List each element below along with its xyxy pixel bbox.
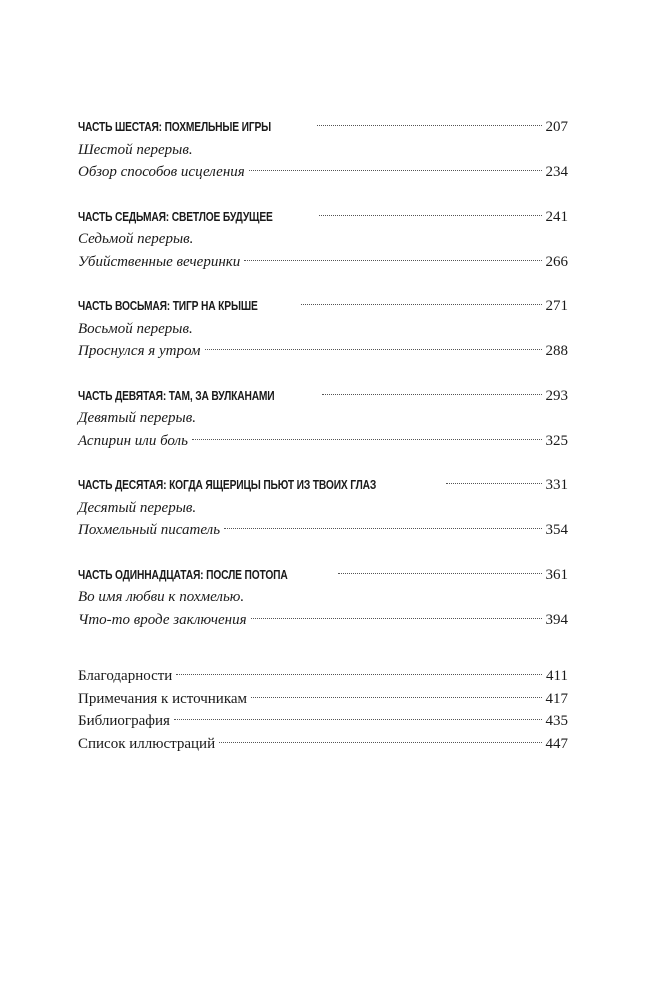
chapter-title: Обзор способов исцеления [78,164,245,180]
dot-leader [174,719,542,720]
interlude-title: Восьмой перерыв. [78,320,193,337]
page-number: 234 [545,164,568,180]
toc-part-heading[interactable] [78,385,568,408]
toc-part-6 [78,116,568,184]
toc-back-entry[interactable] [78,665,568,688]
dot-leader [192,439,542,440]
dot-leader [338,573,542,574]
toc-part-heading[interactable] [78,295,568,318]
chapter-title: Проснулся я утром [78,343,201,359]
part-title: ЧАСТЬ ДЕВЯТАЯ: ТАМ, ЗА ВУЛКАНАМИ [78,388,275,403]
page-number: 361 [545,566,568,583]
part-title: ЧАСТЬ ОДИННАДЦАТАЯ: ПОСЛЕ ПОТОПА [78,567,288,582]
dot-leader [249,170,542,171]
page-number: 288 [545,343,568,359]
page-number: 266 [545,253,568,270]
dot-leader [176,674,542,675]
toc-part-heading[interactable] [78,474,568,497]
toc-part-9 [78,385,568,453]
interlude-title: Шестой перерыв. [78,141,193,158]
dot-leader [322,394,542,395]
back-title: Примечания к источникам [78,690,248,707]
interlude-title: Девятый перерыв. [78,410,196,426]
table-of-contents [78,116,568,755]
dot-leader [319,215,541,216]
part-title: ЧАСТЬ ДЕСЯТАЯ: КОГДА ЯЩЕРИЦЫ ПЬЮТ ИЗ ТВОИХ ГЛАЗ [78,478,377,492]
toc-chapter-entry[interactable] [78,430,568,453]
back-title: Библиография [78,713,170,729]
toc-part-8 [78,295,568,363]
interlude-title: Десятый перерыв. [78,499,197,516]
page-number: 293 [545,387,568,404]
toc-back-entry[interactable] [78,710,568,733]
page-number: 207 [545,119,568,135]
toc-part-10 [78,474,568,542]
part-title: ЧАСТЬ ВОСЬМАЯ: ТИГР НА КРЫШЕ [78,299,258,313]
page-number: 394 [545,611,568,628]
toc-chapter-entry[interactable] [78,340,568,363]
dot-leader [317,125,541,126]
toc-part-heading[interactable] [78,116,568,139]
interlude-title: Во имя любви к похмелью. [78,589,245,605]
chapter-title: Что-то вроде заключения [78,611,247,628]
dot-leader [205,349,542,350]
dot-leader [244,260,541,261]
toc-chapter-entry[interactable] [78,609,568,632]
page-number: 331 [545,477,568,493]
chapter-title: Похмельный писатель [78,522,221,538]
page-number: 447 [545,735,568,752]
page-number: 325 [545,432,568,449]
back-title: Благодарности [78,668,173,684]
toc-back-entry[interactable] [78,733,568,756]
toc-chapter-entry[interactable] [78,161,568,184]
toc-chapter-entry[interactable] [78,519,568,542]
chapter-title: Убийственные вечеринки [78,253,241,270]
page-number: 271 [545,298,568,314]
toc-back-matter [78,665,568,755]
page-number: 241 [545,208,568,225]
part-title: ЧАСТЬ СЕДЬМАЯ: СВЕТЛОЕ БУДУЩЕЕ [78,209,273,224]
part-title: ЧАСТЬ ШЕСТАЯ: ПОХМЕЛЬНЫЕ ИГРЫ [78,120,272,134]
toc-part-heading[interactable] [78,206,568,229]
toc-part-heading[interactable] [78,564,568,587]
toc-part-7 [78,206,568,274]
chapter-title: Аспирин или боль [78,432,188,449]
page-number: 411 [546,668,568,684]
dot-leader [219,742,541,743]
dot-leader [251,697,541,698]
page-number: 417 [545,690,568,707]
toc-chapter-entry[interactable] [78,251,568,274]
dot-leader [301,304,541,305]
interlude-title: Седьмой перерыв. [78,231,194,247]
toc-part-11 [78,564,568,632]
page-number: 354 [545,522,568,538]
page-number: 435 [545,713,568,729]
dot-leader [446,483,542,484]
dot-leader [251,618,542,619]
dot-leader [224,528,541,529]
toc-back-entry[interactable] [78,688,568,711]
back-title: Список иллюстраций [78,735,216,752]
